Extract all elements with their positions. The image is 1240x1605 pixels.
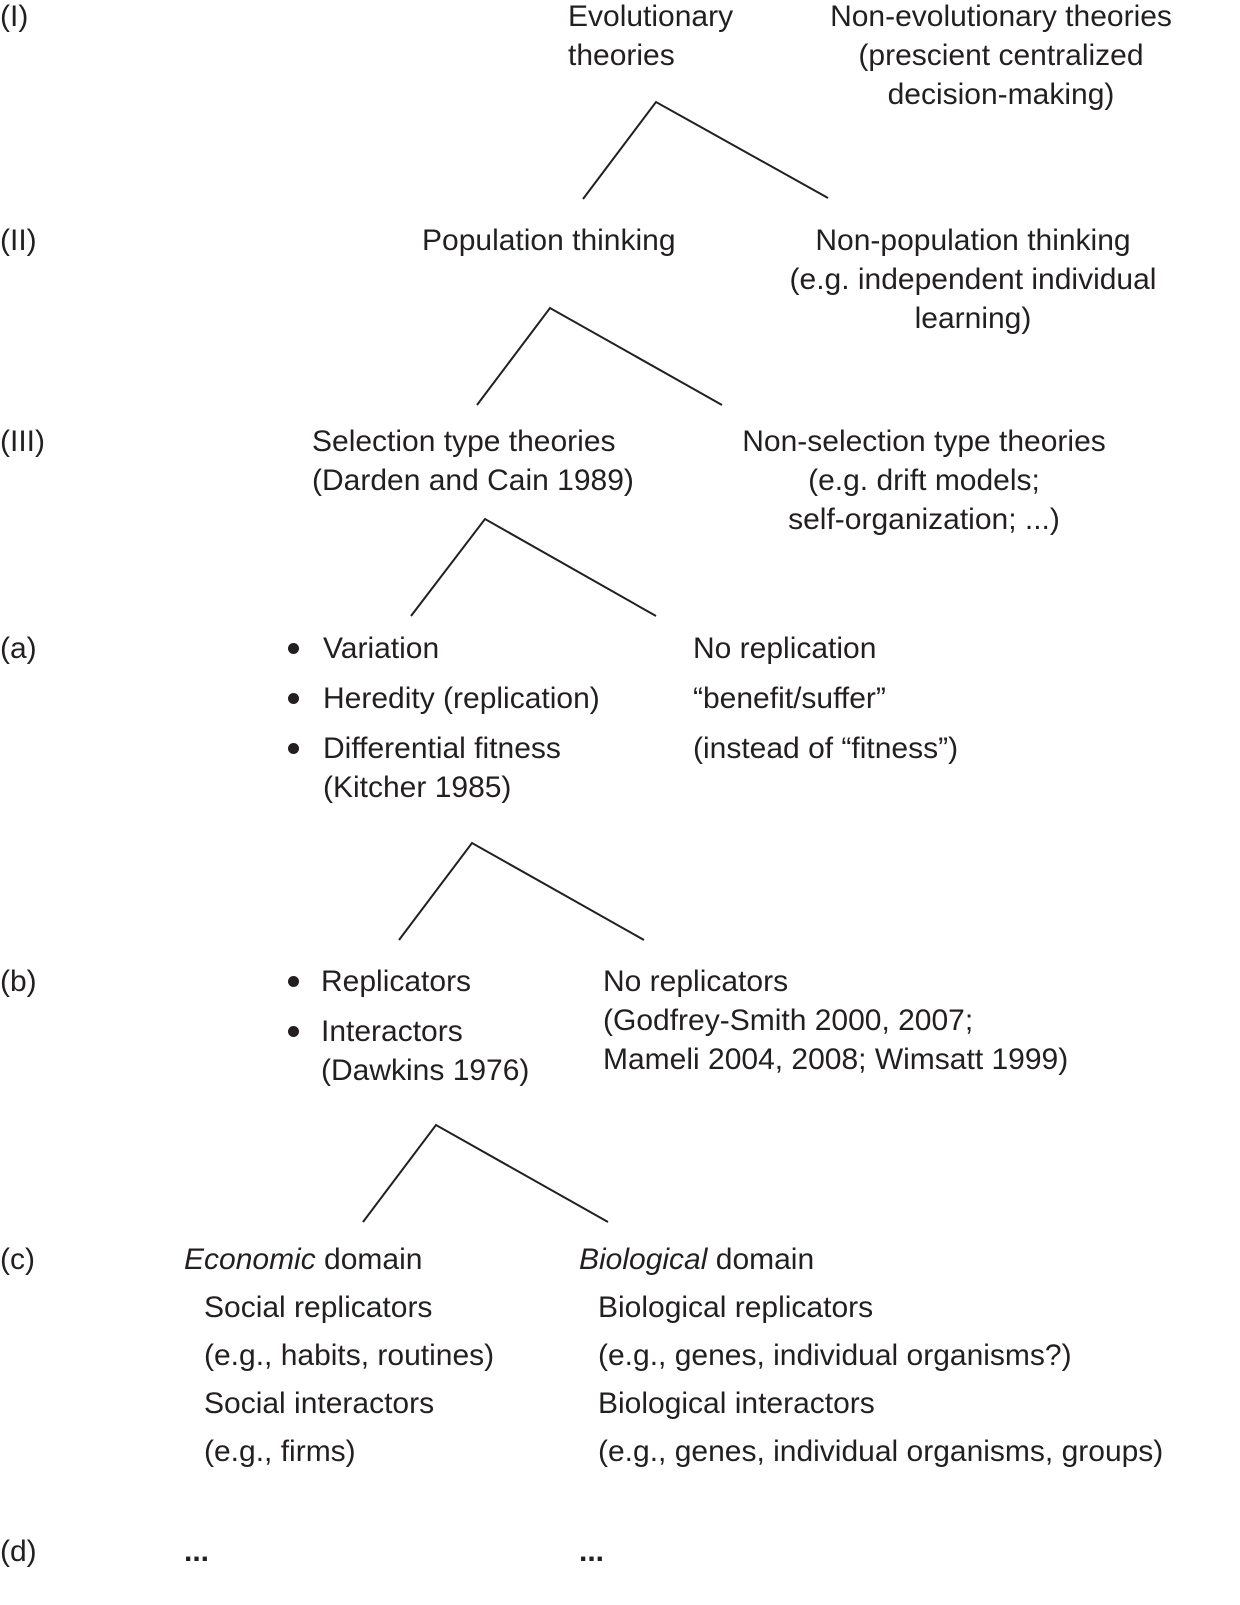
level-label-c: (c) — [0, 1243, 35, 1276]
bullet-icon — [288, 693, 299, 704]
node-line: Mameli 2004, 2008; Wimsatt 1999) — [603, 1043, 1069, 1076]
social-interactors-examples: (e.g., firms) — [204, 1435, 356, 1468]
item-variation: Variation — [323, 632, 440, 665]
node-line: theories — [568, 39, 675, 72]
level-label-I: (I) — [0, 0, 29, 33]
node-line: (Darden and Cain 1989) — [312, 464, 634, 497]
node-line: (e.g. independent individual — [789, 263, 1157, 296]
heading-italic: Biological — [579, 1243, 708, 1276]
social-replicators: Social replicators — [204, 1291, 433, 1324]
node-non-evolutionary-theories — [801, 0, 1201, 114]
heading-rest: domain — [315, 1243, 423, 1276]
level-label-d: (d) — [0, 1535, 37, 1568]
node-line: Selection type theories — [312, 425, 616, 458]
node-no-replicators — [603, 962, 1068, 1079]
node-line: No replicators — [603, 965, 789, 998]
bullet-icon — [288, 643, 299, 654]
node-line: (prescient centralized — [858, 39, 1144, 72]
node-non-selection-type-theories — [714, 422, 1134, 539]
node-population-thinking: Population thinking — [422, 224, 676, 257]
node-line: (e.g. drift models; — [808, 464, 1040, 497]
item-heredity: Heredity (replication) — [323, 682, 600, 715]
biological-replicators-examples: (e.g., genes, individual organisms?) — [598, 1339, 1072, 1372]
biological-interactors: Biological interactors — [598, 1387, 875, 1420]
node-line: self-organization; ...) — [788, 503, 1060, 536]
biological-interactors-examples: (e.g., genes, individual organisms, groups) — [598, 1435, 1164, 1468]
branch-level-b — [363, 1125, 608, 1222]
branch-level-1 — [583, 102, 828, 199]
node-line: Non-selection type theories — [742, 425, 1106, 458]
node-line: learning) — [914, 302, 1032, 335]
heading-rest: domain — [707, 1243, 815, 1276]
node-selection-type-theories — [312, 422, 634, 500]
heading-italic: Economic — [184, 1243, 316, 1276]
node-line: decision-making) — [887, 78, 1115, 111]
node-non-population-thinking — [753, 221, 1193, 338]
item-interactors: Interactors — [321, 1015, 463, 1048]
node-line: (Godfrey-Smith 2000, 2007; — [603, 1004, 974, 1037]
item-differential-fitness: Differential fitness — [323, 732, 561, 765]
bullet-icon — [288, 1026, 299, 1037]
level-label-b: (b) — [0, 965, 37, 998]
bullet-icon — [288, 743, 299, 754]
citation-dawkins: (Dawkins 1976) — [321, 1054, 530, 1087]
node-line: Non-evolutionary theories — [830, 0, 1172, 33]
benefit-suffer: “benefit/suffer” — [693, 682, 886, 715]
social-interactors: Social interactors — [204, 1387, 435, 1420]
branch-level-3 — [411, 519, 656, 616]
level-label-II: (II) — [0, 224, 37, 257]
item-replicators: Replicators — [321, 965, 472, 998]
branch-level-2 — [477, 308, 722, 405]
node-line: Non-population thinking — [815, 224, 1131, 257]
level-label-III: (III) — [0, 425, 45, 458]
economic-domain-heading — [184, 1240, 422, 1279]
instead-of-fitness: (instead of “fitness”) — [693, 732, 959, 765]
node-evolutionary-theories — [568, 0, 733, 75]
node-line: Evolutionary — [568, 0, 734, 33]
biological-domain-heading — [579, 1240, 814, 1279]
node-no-replication: No replication — [693, 632, 877, 665]
branch-level-a — [399, 843, 644, 940]
ellipsis-left: ... — [184, 1535, 210, 1568]
level-label-a: (a) — [0, 632, 37, 665]
ellipsis-right: ... — [579, 1535, 605, 1568]
biological-replicators: Biological replicators — [598, 1291, 874, 1324]
citation-kitcher: (Kitcher 1985) — [323, 771, 512, 804]
social-replicators-examples: (e.g., habits, routines) — [204, 1339, 495, 1372]
bullet-icon — [288, 976, 299, 987]
